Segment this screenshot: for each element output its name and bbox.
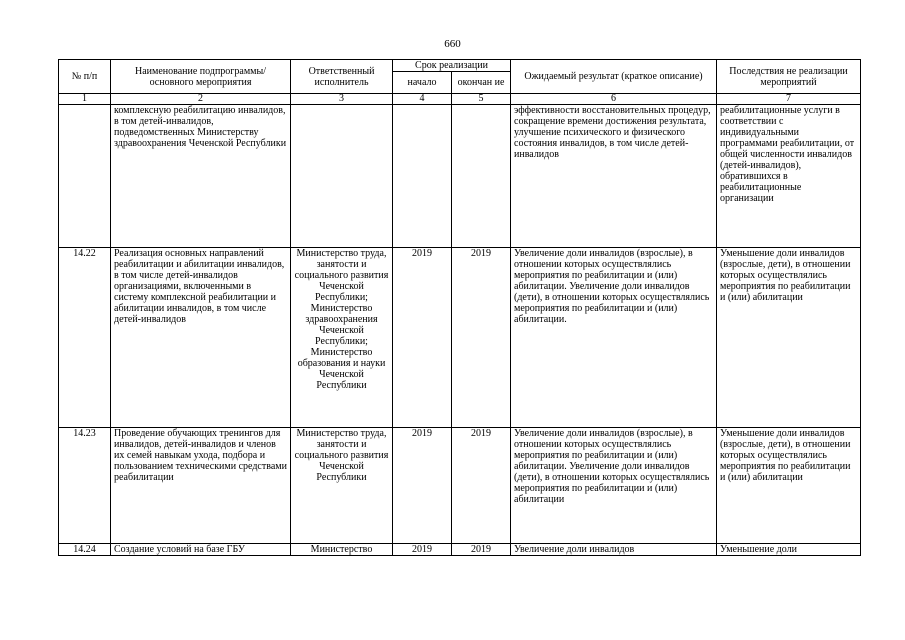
col-number: 2 bbox=[111, 94, 291, 105]
row-result: Увеличение доли инвалидов bbox=[511, 544, 717, 556]
row-consequence: Уменьшение доли bbox=[717, 544, 861, 556]
col-number: 4 bbox=[393, 94, 452, 105]
col-number: 3 bbox=[291, 94, 393, 105]
page-number: 660 bbox=[444, 38, 461, 50]
header-start: начало bbox=[393, 72, 452, 94]
row-name: Создание условий на базе ГБУ bbox=[111, 544, 291, 556]
row-result: эффективности восстановительных процедур, сокращение времени достижения результата, улучшение психического и физического состояния инвалидов, в том числе детей-инвалидов bbox=[511, 105, 717, 248]
row-executor: Министерство труда, занятости и социального развития Чеченской Республики bbox=[291, 428, 393, 544]
header-num: № п/п bbox=[59, 60, 111, 94]
col-number: 6 bbox=[511, 94, 717, 105]
header-end: окончан ие bbox=[452, 72, 511, 94]
row-result: Увеличение доли инвалидов (взрослые), в отношении которых осуществлялись мероприятия по реабилитации и (или) абилитации. Увеличение доли инвалидов (дети), в отношении которых осуществлялись мероприятия по реабилитации и (или) абилитации bbox=[511, 428, 717, 544]
program-table bbox=[58, 59, 861, 556]
row-executor bbox=[291, 105, 393, 248]
row-start: 2019 bbox=[393, 248, 452, 428]
row-start: 2019 bbox=[393, 544, 452, 556]
row-num: 14.23 bbox=[59, 428, 111, 544]
col-number: 7 bbox=[717, 94, 861, 105]
table-row bbox=[59, 105, 861, 248]
row-consequence: Уменьшение доли инвалидов (взрослые, дети), в отношении которых осуществлялись мероприятия по реабилитации и (или) абилитации bbox=[717, 248, 861, 428]
row-name: Реализация основных направлений реабилитации и абилитации инвалидов, в том числе детей-инвалидов организациями, включенными в систему комплексной реабилитации и абилитации инвалидов, в том числе детей-инвалидов bbox=[111, 248, 291, 428]
row-num bbox=[59, 105, 111, 248]
header-period: Срок реализации bbox=[393, 60, 511, 72]
row-start: 2019 bbox=[393, 428, 452, 544]
col-number: 1 bbox=[59, 94, 111, 105]
header-consequence: Последствия не реализации мероприятий bbox=[717, 60, 861, 94]
row-end bbox=[452, 105, 511, 248]
row-end: 2019 bbox=[452, 248, 511, 428]
row-num: 14.22 bbox=[59, 248, 111, 428]
row-consequence: реабилитационные услуги в соответствии с индивидуальными программами реабилитации, от общей численности инвалидов (детей-инвалидов), обратившихся в реабилитационные организации bbox=[717, 105, 861, 248]
row-consequence: Уменьшение доли инвалидов (взрослые, дети), в отношении которых осуществлялись мероприятия по реабилитации и (или) абилитации bbox=[717, 428, 861, 544]
table-row bbox=[59, 248, 861, 428]
row-num: 14.24 bbox=[59, 544, 111, 556]
row-executor: Министерство bbox=[291, 544, 393, 556]
header-result: Ожидаемый результат (краткое описание) bbox=[511, 60, 717, 94]
header-name: Наименование подпрограммы/ основного мероприятия bbox=[111, 60, 291, 94]
col-number: 5 bbox=[452, 94, 511, 105]
row-name: комплексную реабилитацию инвалидов, в том детей-инвалидов, подведомственных Министерству здравоохранения Чеченской Республики bbox=[111, 105, 291, 248]
table-row bbox=[59, 428, 861, 544]
row-executor: Министерство труда, занятости и социального развития Чеченской Республики; Министерство здравоохранения Чеченской Республики; Министерство образования и науки Чеченской Республики bbox=[291, 248, 393, 428]
row-name: Проведение обучающих тренингов для инвалидов, детей-инвалидов и членов их семей навыкам ухода, подбора и пользованием техническими средствами реабилитации bbox=[111, 428, 291, 544]
row-end: 2019 bbox=[452, 428, 511, 544]
row-start bbox=[393, 105, 452, 248]
table-row bbox=[59, 544, 861, 556]
row-result: Увеличение доли инвалидов (взрослые), в отношении которых осуществлялись мероприятия по реабилитации и (или) абилитации. Увеличение доли инвалидов (дети), в отношении которых осуществлялись мероприятия по реабилитации и (или) абилитации. bbox=[511, 248, 717, 428]
row-end: 2019 bbox=[452, 544, 511, 556]
header-executor: Ответственный исполнитель bbox=[291, 60, 393, 94]
